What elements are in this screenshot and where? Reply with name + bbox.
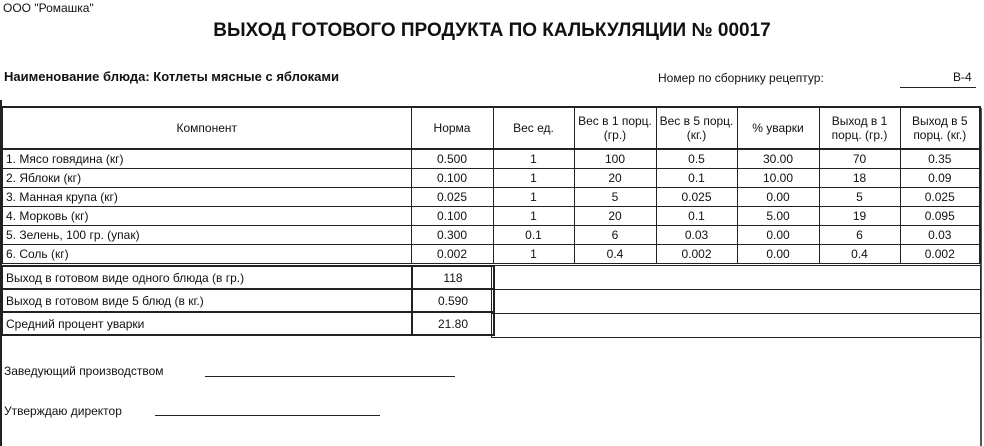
director-approval-label: Утверждаю директор [4, 404, 122, 418]
organization-name: ООО "Ромашка" [3, 1, 94, 15]
summary-label: Средний процент уварки [2, 312, 412, 335]
table-cell: 20 [574, 207, 656, 226]
table-cell: 0.100 [411, 169, 493, 188]
table-cell: 1 [493, 207, 574, 226]
table-cell: 0.09 [900, 169, 980, 188]
table-cell: 0.002 [411, 245, 493, 264]
table-cell: 0.5 [656, 149, 737, 169]
table-cell: 0.35 [900, 149, 980, 169]
table-cell: 5 [574, 188, 656, 207]
empty-row [492, 314, 981, 338]
recipe-number-underline [900, 87, 976, 88]
table-header-row [2, 107, 980, 149]
table-cell: 0.025 [900, 188, 980, 207]
table-cell: 6 [574, 226, 656, 245]
calculation-table [1, 106, 981, 264]
document-title: ВЫХОД ГОТОВОГО ПРОДУКТА ПО КАЛЬКУЛЯЦИИ № 00017 [213, 20, 771, 41]
empty-row [492, 290, 981, 314]
table-cell: 0.03 [900, 226, 980, 245]
recipe-number-label: Номер по сборнику рецептур: [658, 71, 824, 85]
table-cell: 0.4 [574, 245, 656, 264]
table-cell: 3. Манная крупа (кг) [2, 188, 411, 207]
table-cell: 5.00 [737, 207, 819, 226]
table-cell: 1 [493, 188, 574, 207]
summary-value: 21.80 [412, 312, 494, 335]
empty-cell [492, 266, 981, 290]
summary-row [2, 289, 494, 312]
table-cell: 5 [819, 188, 900, 207]
summary-value: 118 [412, 266, 494, 289]
table-cell: 30.00 [737, 149, 819, 169]
table-cell: 0.025 [656, 188, 737, 207]
table-cell: 0.1 [656, 169, 737, 188]
table-cell: 5. Зелень, 100 гр. (упак) [2, 226, 411, 245]
table-cell: 6 [819, 226, 900, 245]
table-cell: 1 [493, 149, 574, 169]
recipe-number-value: В-4 [953, 70, 972, 84]
dish-name-label: Наименование блюда: Котлеты мясные с яблоками [4, 69, 340, 84]
table-cell: 0.095 [900, 207, 980, 226]
summary-table [1, 265, 495, 336]
column-header: Вес в 1 порц. (гр.) [574, 107, 656, 149]
table-cell: 0.1 [493, 226, 574, 245]
table-cell: 0.025 [411, 188, 493, 207]
table-row [2, 188, 980, 207]
table-cell: 0.00 [737, 188, 819, 207]
table-cell: 19 [819, 207, 900, 226]
table-cell: 100 [574, 149, 656, 169]
table-cell: 0.100 [411, 207, 493, 226]
table-cell: 2. Яблоки (кг) [2, 169, 411, 188]
empty-row [492, 266, 981, 290]
table-cell: 20 [574, 169, 656, 188]
summary-row [2, 312, 494, 335]
column-header: Норма [411, 107, 493, 149]
column-header: % уварки [737, 107, 819, 149]
table-cell: 1 [493, 169, 574, 188]
table-cell: 0.4 [819, 245, 900, 264]
column-header: Вес в 5 порц. (кг.) [656, 107, 737, 149]
table-cell: 10.00 [737, 169, 819, 188]
summary-row [2, 266, 494, 289]
production-manager-signature-line [205, 376, 455, 377]
table-cell: 0.002 [656, 245, 737, 264]
table-cell: 0.00 [737, 245, 819, 264]
summary-empty-area [491, 265, 981, 338]
column-header: Вес ед. [493, 107, 574, 149]
empty-cell [492, 290, 981, 314]
table-cell: 18 [819, 169, 900, 188]
summary-label: Выход в готовом виде одного блюда (в гр.) [2, 266, 412, 289]
summary-label: Выход в готовом виде 5 блюд (в кг.) [2, 289, 412, 312]
table-row [2, 245, 980, 264]
table-cell: 0.500 [411, 149, 493, 169]
table-cell: 70 [819, 149, 900, 169]
table-row [2, 169, 980, 188]
table-cell: 0.300 [411, 226, 493, 245]
production-manager-label: Заведующий производством [4, 364, 164, 378]
empty-cell [492, 314, 981, 338]
table-cell: 6. Соль (кг) [2, 245, 411, 264]
table-cell: 1 [493, 245, 574, 264]
table-row [2, 226, 980, 245]
column-header: Компонент [2, 107, 411, 149]
column-header: Выход в 1 порц. (гр.) [819, 107, 900, 149]
table-cell: 4. Морковь (кг) [2, 207, 411, 226]
director-signature-line [155, 415, 380, 416]
summary-value: 0.590 [412, 289, 494, 312]
table-cell: 0.03 [656, 226, 737, 245]
table-cell: 0.00 [737, 226, 819, 245]
table-cell: 1. Мясо говядина (кг) [2, 149, 411, 169]
table-cell: 0.002 [900, 245, 980, 264]
table-cell: 0.1 [656, 207, 737, 226]
table-row [2, 149, 980, 169]
table-row [2, 207, 980, 226]
column-header: Выход в 5 порц. (кг.) [900, 107, 980, 149]
